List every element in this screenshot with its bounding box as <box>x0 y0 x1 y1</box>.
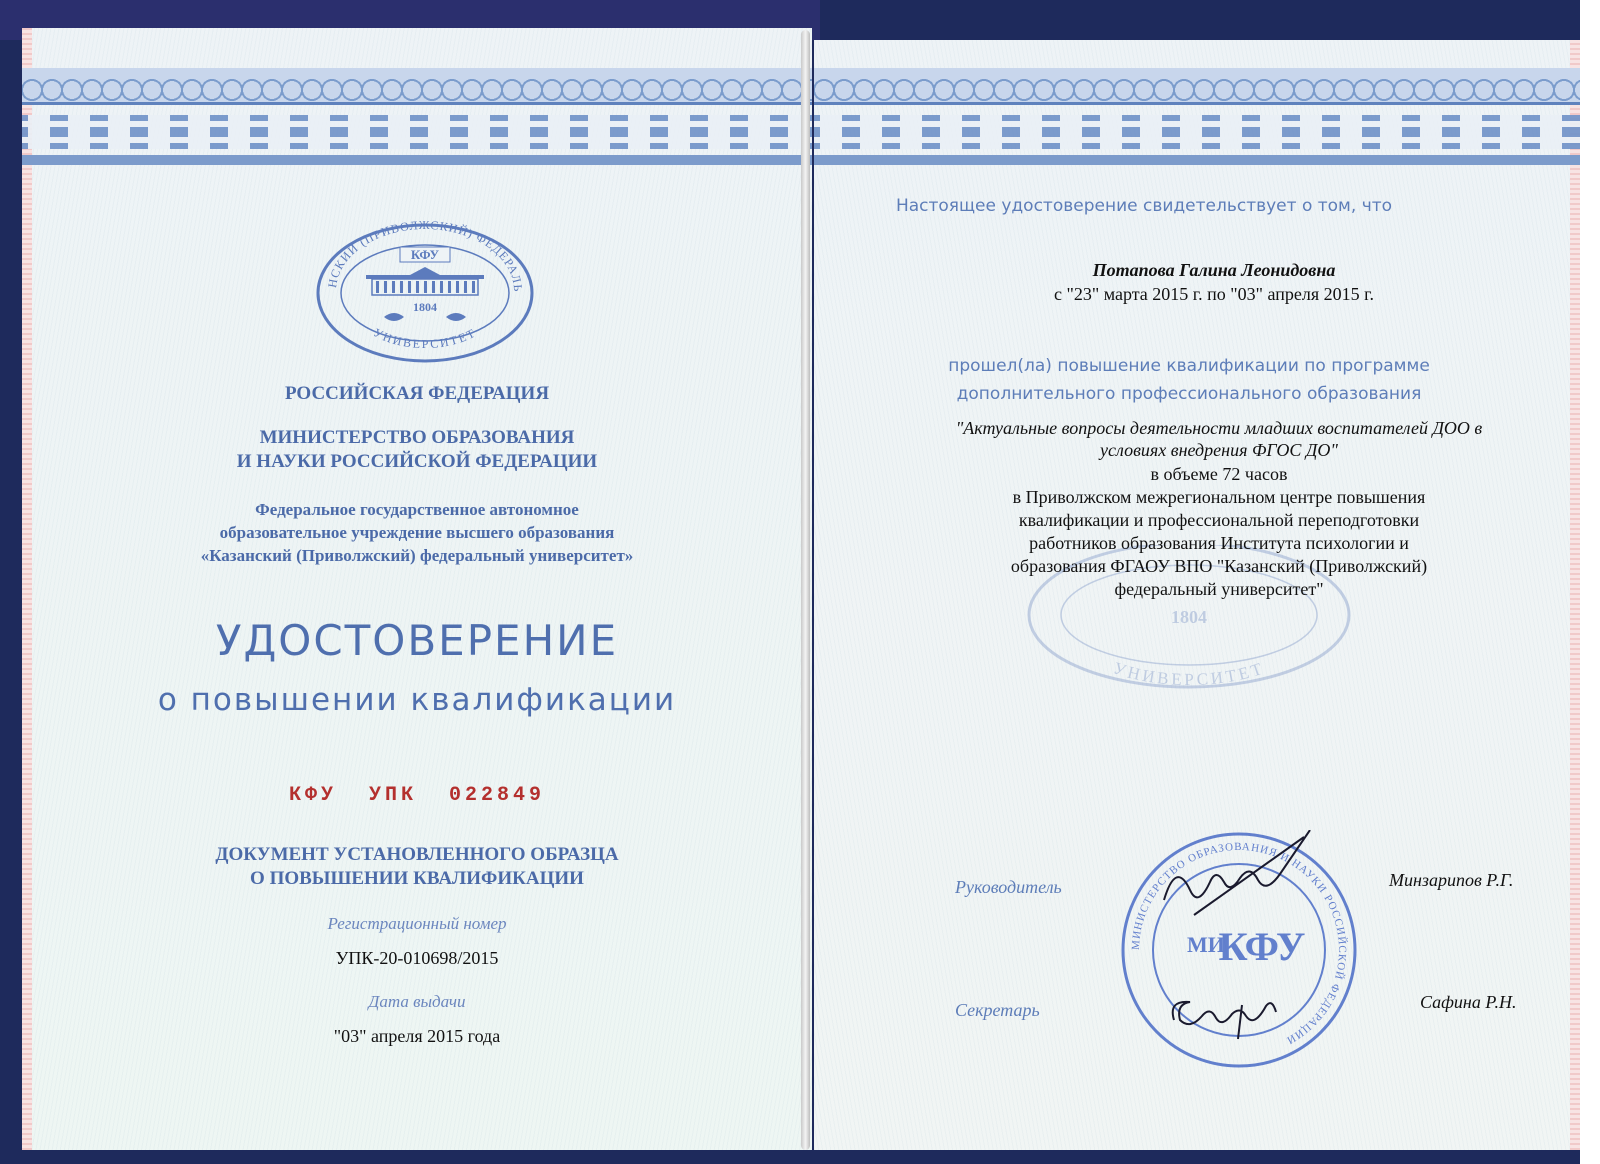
head-label: Руководитель <box>955 877 1062 897</box>
place-line1: в Приволжском межрегиональном центре повышения <box>1012 487 1426 507</box>
registration-number: УПК-20-010698/2015 <box>335 948 499 968</box>
document-type-line1: ДОКУМЕНТ УСТАНОВЛЕННОГО ОБРАЗЦА <box>215 844 619 865</box>
stamp-prefix: МИ <box>1187 932 1225 957</box>
place-line2: квалификации и профессиональной переподготовки <box>1018 510 1420 530</box>
issue-date: "03" апреля 2015 года <box>333 1026 501 1046</box>
faded-stamp-year: 1804 <box>1171 607 1207 627</box>
emblem-year: 1804 <box>413 300 437 314</box>
stamp-arc-text: МИНИСТЕРСТВО ОБРАЗОВАНИЯ И НАУКИ РОССИЙСКОЙ ФЕДЕРАЦИИ <box>1129 840 1349 1047</box>
emblem-arc-top: НСКИЙ (ПРИВОЛЖСКИЙ) ФЕДЕРАЛЬ <box>324 217 526 293</box>
place-line5: федеральный университет" <box>1114 579 1324 599</box>
passed-line2: дополнительного профессионального образования <box>956 384 1422 404</box>
passed-line1: прошел(ла) повышение квалификации по программе <box>948 356 1430 376</box>
stamp-center-text: КФУ <box>1218 924 1306 969</box>
training-period: с "23" марта 2015 г. по "03" апреля 2015 г. <box>1054 284 1374 304</box>
left-ornament-border <box>22 68 812 165</box>
institution-line2: образовательное учреждение высшего образования <box>219 523 615 542</box>
place-line4: образования ФГАОУ ВПО "Казанский (Приволжский) <box>1010 556 1428 576</box>
secretary-signature <box>1164 985 1304 1045</box>
program-line2: условиях внедрения ФГОС ДО" <box>1100 440 1338 460</box>
serial-number: КФУ УПК 022849 <box>288 784 546 807</box>
right-page <box>814 40 1580 1150</box>
issue-date-label: Дата выдачи <box>368 992 466 1011</box>
registration-label: Регистрационный номер <box>327 914 507 933</box>
institution-line1: Федеральное государственное автономное <box>255 500 579 519</box>
emblem-arc-bottom: УНИВЕРСИТЕТ <box>371 325 479 352</box>
right-ornament-border <box>814 68 1580 165</box>
ministry-line2: И НАУКИ РОССИЙСКОЙ ФЕДЕРАЦИИ <box>236 451 598 472</box>
document-type-line2: О ПОВЫШЕНИИ КВАЛИФИКАЦИИ <box>250 868 584 889</box>
svg-text:УНИВЕРСИТЕТ <box>371 325 478 351</box>
person-name: Потапова Галина Леонидовна <box>1092 260 1336 280</box>
intro-text: Настоящее удостоверение свидетельствует о том, что <box>895 196 1393 216</box>
hours: в объеме 72 часов <box>1150 464 1288 484</box>
binding-thread <box>801 30 810 1150</box>
country-title: РОССИЙСКАЯ ФЕДЕРАЦИЯ <box>284 383 550 404</box>
place-line3: работников образования Института психологии и <box>1029 533 1409 553</box>
emblem-abbr: КФУ <box>410 247 440 262</box>
program-line1: "Актуальные вопросы деятельности младших воспитателей ДОО в <box>955 418 1483 438</box>
faded-stamp-arc: УНИВЕРСИТЕТ <box>1110 658 1268 690</box>
secretary-label: Секретарь <box>955 1000 1040 1020</box>
head-name: Минзарипов Р.Г. <box>1389 870 1514 890</box>
document-title: УДОСТОВЕРЕНИЕ <box>215 616 619 665</box>
left-page <box>22 28 812 1150</box>
head-signature <box>1154 830 1324 940</box>
ministry-line1: МИНИСТЕРСТВО ОБРАЗОВАНИЯ <box>259 427 575 448</box>
kfu-emblem <box>314 213 536 363</box>
document-subtitle: о повышении квалификации <box>157 682 677 718</box>
institution-line3: «Казанский (Приволжский) федеральный университет» <box>200 546 634 565</box>
left-page-edge <box>22 28 32 1150</box>
secretary-name: Сафина Р.Н. <box>1420 992 1517 1012</box>
